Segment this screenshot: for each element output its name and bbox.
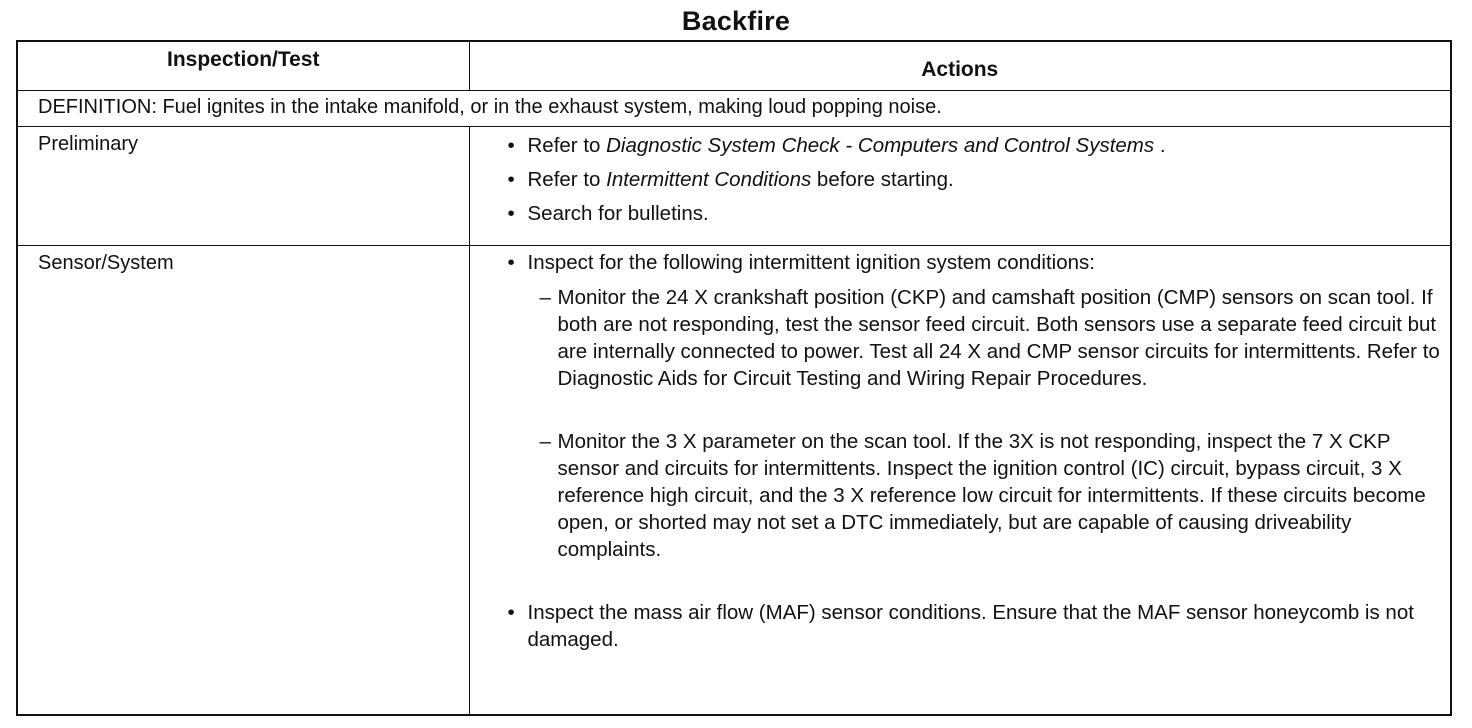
list-item: • Search for bulletins. xyxy=(507,202,709,225)
actions-sensor-system xyxy=(469,246,1451,716)
header-row xyxy=(17,41,1451,91)
list-item: • Refer to Intermittent Conditions before starting. xyxy=(507,168,954,191)
list-item: • Refer to Diagnostic System Check - Computers and Control Systems . xyxy=(507,134,1166,157)
list-item: • Inspect the mass air flow (MAF) sensor conditions. Ensure that the MAF sensor honeycomb is not damaged. xyxy=(507,601,1414,651)
list-item: • Inspect for the following intermittent ignition system conditions: xyxy=(507,251,1095,274)
document-title: Backfire xyxy=(681,6,791,36)
definition-row xyxy=(17,91,1451,127)
row-label-preliminary: Preliminary xyxy=(17,127,469,246)
bullet-icon: • xyxy=(507,601,515,624)
table-row-sensor-system xyxy=(17,246,1451,716)
header-actions: Actions xyxy=(469,41,1451,91)
row-label-sensor-system: Sensor/System xyxy=(17,246,469,716)
bullet-icon: • xyxy=(507,134,515,157)
bullet-icon: • xyxy=(507,168,515,191)
dash-icon: – xyxy=(539,286,551,309)
sub-list-item: – Monitor the 24 X crankshaft position (CKP) and camshaft position (CMP) sensors on scan tool. If both are not responding, test the sensor feed circuit. Both sensors use a separate feed circuit but are internally connected to power. Test all 24 X and CMP sensor circuits for intermittents. Refer to Diagnostic Aids for Circuit Testing and Wiring Repair Procedures. xyxy=(539,286,1440,390)
bullet-icon: • xyxy=(507,251,515,274)
actions-preliminary xyxy=(469,127,1451,246)
table-row-preliminary xyxy=(17,127,1451,246)
bullet-icon: • xyxy=(507,202,515,225)
sub-list-item: – Monitor the 3 X parameter on the scan tool. If the 3X is not responding, inspect the 7 X CKP sensor and circuits for intermittents. Inspect the ignition control (IC) circuit, bypass circuit, 3 X reference high circuit, and the 3 X reference low circuit for intermittents. If these circuits become open, or shorted may not set a DTC immediately, but are capable of causing driveability complaints. xyxy=(539,430,1426,561)
diagnostic-table xyxy=(16,40,1452,716)
header-inspection-test: Inspection/Test xyxy=(17,41,469,91)
dash-icon: – xyxy=(539,430,551,453)
definition-text: DEFINITION: Fuel ignites in the intake manifold, or in the exhaust system, making loud popping noise. xyxy=(17,91,1451,127)
